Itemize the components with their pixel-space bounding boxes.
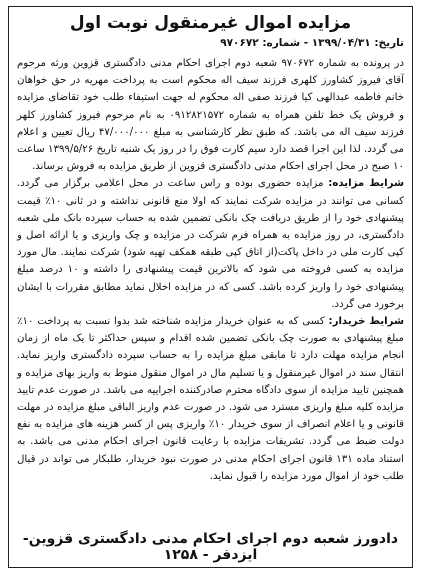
auction-conditions-text: مزایده حضوری بوده و راس ساعت در محل اعلامی برگزار می گردد. کسانی می توانند در مزایده شرکت نمایند که اولا منع قانونی نداشته و در ثانی ۱۰٪ قیمت پیشنهادی خود را از طریق دریافت چک بانکی تضمین شده به حساب سپرده بانک ملی شعبه دادگستری، در روز مزایده به همراه فرم شرکت در مزایده و چک واریزی و یا ارائه اصل و کپی کارت ملی در داخل پاکت(از اتاق کپی طبقه همکف تهیه شود) شرکت نمایند. مال مورد مزایده به کسی فروخته می شود که بالاترین قیمت پیشنهادی را داشته و ۱۰ درصد مبلغ پیشنهادی خود را واریز کرده باشد. کسی که در مزایده اخلال نماید مطابق مقررات با ایشان برخورد می گردد. <box>17 178 404 310</box>
notice-title: مزایده اموال غیرمنقول نوبت اول <box>69 13 352 33</box>
buyer-conditions <box>17 313 404 485</box>
buyer-conditions-text: کسی که به عنوان خریدار مزایده شناخته شد بدوا نسبت به پرداخت ۱۰٪ مبلغ پیشنهادی به صورت چک بانکی تضمین شده اقدام و سپس حداکثر تا یک ماه از زمان انجام مزایده مهلت دارد تا مابقی مبلغ مزایده را به حساب سپرده دادگستری واریز نماید. انتقال سند در اموال غیرمنقول و یا تسلیم مال در اموال منقول منوط به واریز بهای مزایده و همچنین تایید مزایده از سوی دادگاه محترم صادرکننده اجراییه می باشد. در صورت عدم تایید مزایده کلیه مبلغ واریزی مسترد می شود. در صورت عدم واریز الباقی مبلغ مزایده در مهلت قانونی و یا اعلام انصراف از سوی خریدار ۱۰٪ واریزی پس از کسر هزینه های مزایده به نفع دولت ضبط می گردد. تشریفات مزایده با رعایت قانون اجرای احکام مدنی می باشد. به استناد ماده ۱۳۱ قانون اجرای احکام مدنی در صورت نبود خریدار، طلبکار می تواند در قبال طلب خود از اموال مورد مزایده را قبول نماید. <box>17 316 404 482</box>
notice-body: در پرونده به شماره ۹۷۰۶۷۲ شعبه دوم اجرای احکام مدنی دادگستری قزوین ورثه مرحوم آقای فیروز کشاورز کلهری فرزند سیف اله محکوم است به پرداخت مهریه در حق خواهان خانم فاطمه عبدالهی کیا فرزند صفی اله محکوم له جهت استیفاء طلب خود تقاضای مزایده و فروش یک خط تلفن همراه به شماره ۰۹۱۲۸۲۱۵۷۲ به نام مرحوم فیروز کشاورز کلهر فرزند سیف اله می باشد. که طبق نظر کارشناسی به مبلغ ۴۷/۰۰۰/۰۰۰ ریال تعیین و اعلام می گردد. لذا این اجرا قصد دارد سیم کارت فوق را در روز یک شنبه تاریخ ۱۳۹۹/۵/۲۶ ساعت ۱۰ صبح در محل اجرای احکام مدنی دادگستری قزوین از طریق مزایده به فروش برساند. <box>17 58 404 173</box>
buyer-conditions-heading: شرایط خریدار: <box>328 316 404 328</box>
auction-notice <box>8 6 413 568</box>
notice-footer: دادورز شعبه دوم اجرای احکام مدنی دادگستری قزوین- ایزدفر - ۱۲۵۸ <box>22 531 399 563</box>
date-and-number: تاریخ: ۱۳۹۹/۰۴/۳۱ - شماره: ۹۷۰۶۷۲ <box>220 37 404 49</box>
auction-conditions <box>17 175 404 313</box>
auction-conditions-heading: شرایط مزایده: <box>328 178 404 190</box>
